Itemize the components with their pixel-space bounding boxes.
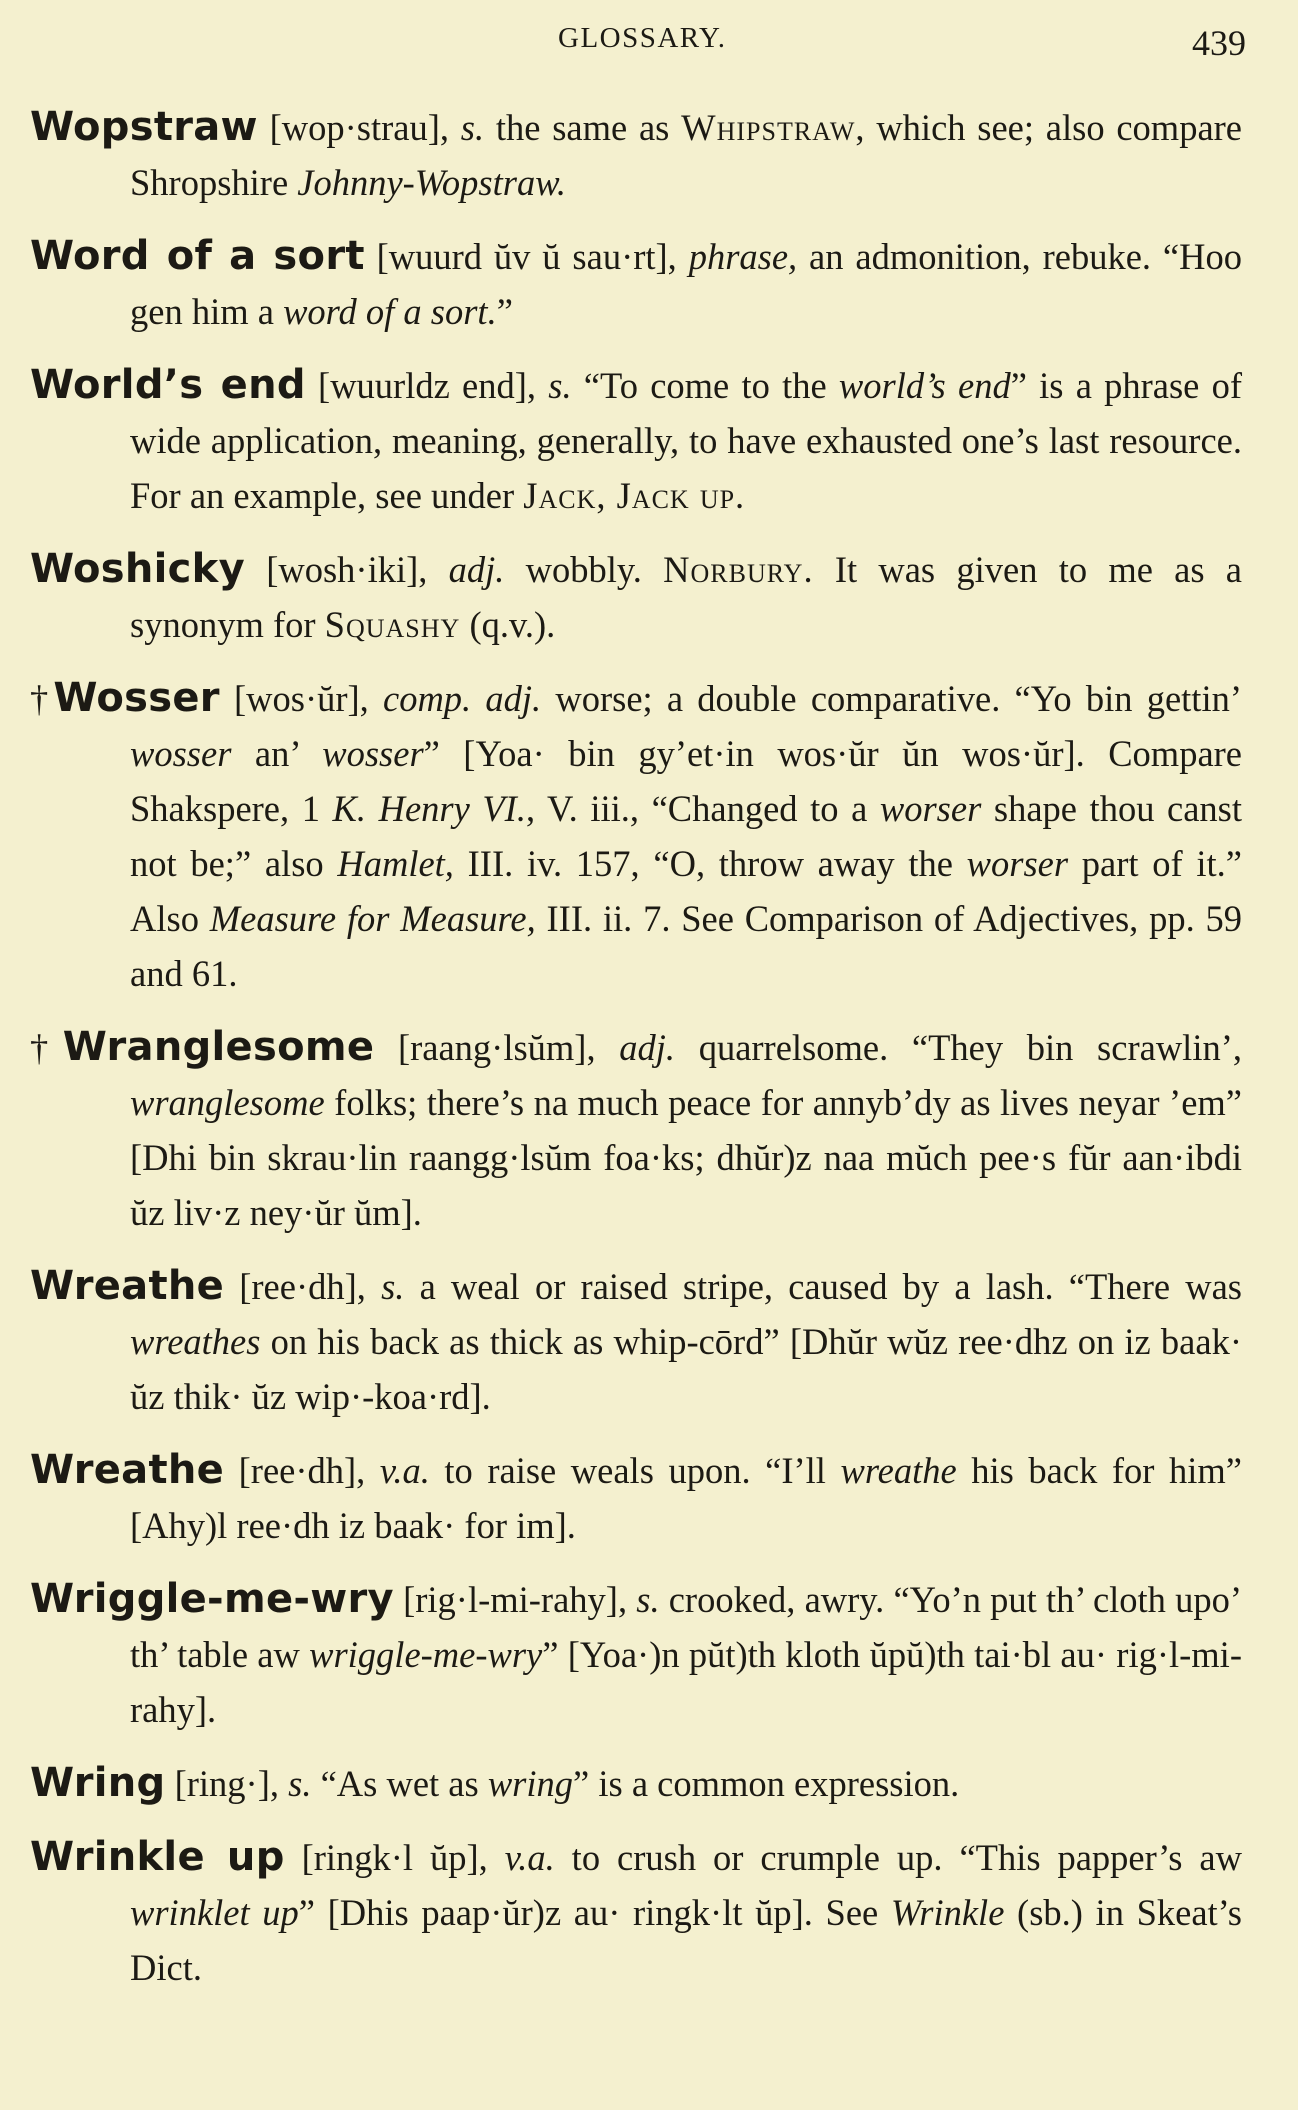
entry-text: wobbly.: [504, 549, 664, 590]
italic-text: Wrinkle: [890, 1892, 1005, 1933]
glossary-entry: [30, 1756, 1242, 1811]
italic-text: s.: [381, 1266, 405, 1307]
italic-text: wrinklet up: [130, 1892, 299, 1933]
italic-text: s.: [636, 1579, 660, 1620]
entry-text: an’: [231, 733, 323, 774]
running-title: GLOSSARY.: [558, 22, 727, 54]
italic-text: s.: [460, 107, 485, 148]
italic-text: wreathe: [840, 1450, 957, 1491]
running-head: [0, 18, 1298, 66]
entry-text: [ree·dh],: [224, 1266, 382, 1307]
entry-text: shape thou canst not be;” also: [130, 788, 1243, 884]
entry-text: III. ii. 7. See Comparison of Adjectives, pp. 59 and 61.: [130, 898, 1242, 994]
glossary-entry: [30, 1020, 1242, 1240]
glossary-entry: [30, 542, 1242, 652]
italic-text: wreathes: [130, 1321, 261, 1362]
entry-text: [wuurd ŭv ŭ sau·rt],: [364, 236, 689, 277]
entry-text: (q.v.).: [460, 604, 556, 645]
glossary-entries: [30, 100, 1242, 2014]
italic-text: worser: [879, 788, 982, 829]
italic-text: v.a.: [379, 1450, 430, 1491]
italic-text: adj.: [619, 1027, 676, 1068]
entry-text: ” [Yoa·)n pŭt)th kloth ŭpŭ)th tai·bl au· rig·l-mi-rahy].: [130, 1634, 1242, 1730]
entry-text: “To come to the: [571, 365, 839, 406]
glossary-entry: [30, 1443, 1242, 1553]
entry-text: , V. iii., “Changed to a: [525, 788, 880, 829]
glossary-entry: [30, 1572, 1242, 1737]
entry-headword: Woshicky: [30, 546, 245, 592]
entry-text: to crush or crumple up. “This papper’s aw: [554, 1837, 1242, 1878]
italic-text: wosser: [322, 733, 424, 774]
entry-text: [wosh·iki],: [244, 549, 449, 590]
italic-text: Johnny-Wopstraw.: [297, 162, 566, 203]
entry-headword: Wranglesome: [62, 1024, 375, 1070]
italic-text: s.: [548, 365, 572, 406]
page-number: 439: [1192, 23, 1246, 63]
dagger-mark: †: [30, 678, 54, 719]
italic-text: worser: [966, 843, 1069, 884]
entry-text: [wop·strau],: [257, 107, 461, 148]
italic-text: Hamlet,: [337, 843, 454, 884]
italic-text: comp. adj.: [383, 678, 542, 719]
entry-text: [wos·ŭr],: [219, 678, 383, 719]
entry-headword: Wrinkle up: [30, 1834, 285, 1880]
entry-text: a weal or raised stripe, caused by a lash. “There was: [404, 1266, 1242, 1307]
entry-text: ”: [496, 291, 513, 332]
entry-text: worse; a double comparative. “Yo bin gettin’: [541, 678, 1242, 719]
entry-text: an admonition, rebuke. “Hoo gen him a: [130, 236, 1242, 332]
entry-text: his back for him” [Ahy)l ree·dh iz baak· for im].: [130, 1450, 1242, 1546]
entry-headword: Word of a sort: [30, 233, 365, 279]
italic-text: s.: [288, 1763, 312, 1804]
entry-text: III. iv. 157, “O, throw away the: [453, 843, 967, 884]
entry-text: “As wet as: [311, 1763, 488, 1804]
entry-text: ” [Dhis paap·ŭr)z au· ringk·lt ŭp]. See: [298, 1892, 891, 1933]
entry-headword: Wopstraw: [30, 104, 258, 150]
italic-text: v.a.: [504, 1837, 555, 1878]
entry-headword: Wreathe: [30, 1263, 225, 1309]
entry-text: ” is a phrase of wide application, meaning, generally, to have exhausted one’s last resource. For an example, see under: [130, 365, 1243, 516]
glossary-entry: [30, 100, 1242, 210]
italic-text: wranglesome: [130, 1082, 325, 1123]
glossary-entry: [30, 671, 1242, 1001]
italic-text: word of a sort.: [283, 291, 497, 332]
entry-text: [raang·lsŭm],: [374, 1027, 620, 1068]
entry-text: crooked, awry. “Yo’n put th’ cloth upo’ th’ table aw: [130, 1579, 1242, 1675]
entry-text: It was given to me as a synonym for: [130, 549, 1242, 645]
dagger-mark: †: [30, 1027, 63, 1068]
entry-text: ” [Yoa· bin gy’et·in wos·ŭr ŭn wos·ŭr]. Compare Shakspere, 1: [130, 733, 1242, 829]
entry-text: [ringk·l ŭp],: [284, 1837, 505, 1878]
entry-text: quarrelsome. “They bin scrawlin’,: [675, 1027, 1242, 1068]
small-caps-ref: Jack, Jack up.: [523, 475, 746, 516]
entry-text: ” is a common expression.: [573, 1763, 960, 1804]
italic-text: wriggle-me-wry: [309, 1634, 543, 1675]
entry-text: part of it.” Also: [130, 843, 1242, 939]
italic-text: adj.: [448, 549, 505, 590]
small-caps-ref: Squashy: [324, 604, 461, 645]
entry-headword: World’s end: [30, 362, 306, 408]
entry-text: [ring·],: [165, 1763, 289, 1804]
italic-text: phrase,: [688, 236, 798, 277]
glossary-entry: [30, 1259, 1242, 1424]
entry-text: [rig·l-mi-rahy],: [393, 1579, 637, 1620]
entry-text: (sb.) in Skeat’s Dict.: [130, 1892, 1243, 1988]
glossary-entry: [30, 1830, 1242, 1995]
entry-text: to raise weals upon. “I’ll: [429, 1450, 841, 1491]
italic-text: wosser: [130, 733, 232, 774]
entry-headword: Wriggle-me-wry: [30, 1576, 394, 1622]
entry-text: [ree·dh],: [224, 1450, 380, 1491]
entry-headword: Wosser: [53, 675, 220, 721]
entry-text: the same as: [484, 107, 682, 148]
glossary-entry: [30, 358, 1242, 523]
entry-text: , which see; also compare Shropshire: [130, 107, 1242, 203]
entry-text: folks; there’s na much peace for annyb’dy as lives neyar ’em” [Dhi bin skrau·lin raangg·lsŭm foa·ks; dhŭr)z naa mŭch pee·s fŭr aan·ibdi ŭz liv·z ney·ŭr ŭm].: [130, 1082, 1242, 1233]
entry-text: on his back as thick as whip-cōrd” [Dhŭr wŭz ree·dhz on iz baak· ŭz thik· ŭz wip·-koa·rd].: [130, 1321, 1242, 1417]
italic-text: wring: [487, 1763, 574, 1804]
entry-headword: Wring: [30, 1760, 166, 1806]
italic-text: K. Henry VI.: [332, 788, 526, 829]
small-caps-ref: Norbury.: [663, 549, 814, 590]
small-caps-ref: Whipstraw: [681, 107, 856, 148]
entry-text: [wuurldz end],: [305, 365, 549, 406]
italic-text: Measure for Measure,: [209, 898, 536, 939]
glossary-entry: [30, 229, 1242, 339]
entry-headword: Wreathe: [30, 1447, 225, 1493]
italic-text: world’s end: [838, 365, 1011, 406]
